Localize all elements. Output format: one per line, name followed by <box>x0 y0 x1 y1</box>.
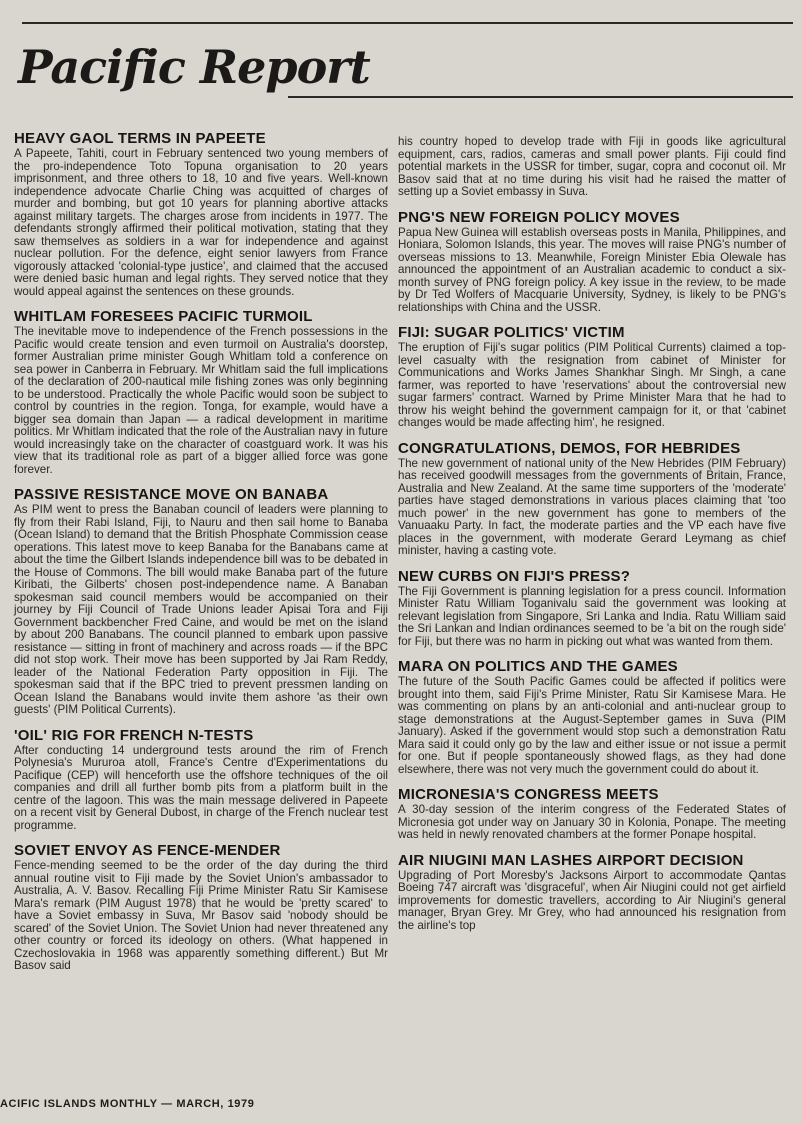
article-headline: FIJI: SUGAR POLITICS' VICTIM <box>398 324 625 341</box>
article <box>4 727 388 833</box>
article-headline: MARA ON POLITICS AND THE GAMES <box>398 658 678 675</box>
article-headline: AIR NIUGINI MAN LASHES AIRPORT DECISION <box>398 851 744 869</box>
masthead-title: Pacific Report <box>18 40 370 94</box>
article <box>398 658 786 776</box>
article <box>398 324 786 430</box>
article <box>398 852 786 933</box>
article-headline: NEW CURBS ON FIJI'S PRESS? <box>398 567 631 585</box>
right-column <box>398 136 786 942</box>
article-headline: HEAVY GAOL TERMS IN PAPEETE <box>14 130 266 147</box>
article <box>398 440 786 558</box>
article <box>398 568 786 649</box>
article-headline: SOVIET ENVOY AS FENCE-MENDER <box>14 842 281 859</box>
article <box>398 786 786 842</box>
article-headline: CONGRATULATIONS, DEMOS, FOR HEBRIDES <box>398 439 741 457</box>
article-body: The Fiji Government is planning legislation for a press council. Information Minister Ratu William Toganivalu said the government was looking at relevant legislation from Singapore, Sri Lanka and India. Ratu William said the Sri Lankan and Indian ordinances seemed to be 'a bit on the rough side' for Fiji, but there was no harm in picking out what was wanted from them. <box>398 584 786 648</box>
article-headline: WHITLAM FORESEES PACIFIC TURMOIL <box>14 308 313 325</box>
article-body: Fence-mending seemed to be the order of the day during the third annual routine visit to Fiji made by the Soviet Union's ambassador to Australia, A. V. Basov. Recalling Fiji Prime Minister Ratu Sir Kamisese Mara's remark (PIM August 1978) that he would be 'pretty scared' to have a Soviet embassy in Suva, Mr Basov said 'nobody should be scared' of the Soviet Union. The Soviet Union had never threatened any other country or forced its ideology on others. (What happened in Czechoslovakia in 1968 was apparently something different.) But Mr Basov said <box>14 859 388 972</box>
top-rule <box>22 22 793 24</box>
article-headline: 'OIL' RIG FOR FRENCH N-TESTS <box>14 726 254 744</box>
article <box>4 486 388 717</box>
left-column <box>4 130 388 983</box>
article-body: Upgrading of Port Moresby's Jacksons Airport to accommodate Qantas Boeing 747 aircraft was 'disgraceful', when Air Niugini could not get airfield improvements for domestic travellers, according to Air Niugini's general manager, Bryan Grey. Mr Grey, who had announced his resignation from the airline's top <box>398 868 786 932</box>
article-body: The future of the South Pacific Games could be affected if politics were brought into them, said Fiji's Prime Minister, Ratu Sir Kamisese Mara. He was commenting on plans by an anti-colonial and anti-nuclear group to stage demonstrations at the August-September games in Suva (PIM January). Asked if the government would stop such a demonstration Ratu Mara said it could only go by the law and either issue or not issue a permit for one. But if people spontaneously showed flags, as they had done elsewhere, there was not very much the government could do about it. <box>398 675 786 776</box>
article <box>398 209 786 315</box>
article-body: A 30-day session of the interim congress of the Federated States of Micronesia got under way on January 30 in Kolonia, Ponape. The meeting was held in newly renovated chambers at the former Ponape hospital. <box>398 803 786 841</box>
article-body: his country hoped to develop trade with Fiji in goods like agricultural equipment, cars, radios, cameras and small power plants. Fiji could find potential markets in the USSR for timber, sugar, copra and coconut oil. Mr Basov said that at no time during his visit had he raised the matter of setting up a Soviet embassy in Suva. <box>398 135 786 198</box>
article-body: The eruption of Fiji's sugar politics (PIM Political Currents) claimed a top-level casualty with the resignation from cabinet of Minister for Communications and Works James Shankhar Singh. Mr Singh, a cane farmer, was reported to have 'reservations' about the controversial new sugar farmers' contract. Warned by Prime Minister Mara that he had to throw his weight behind the government campaign for it, or that 'cabinet changes would be made affecting him', he resigned. <box>398 341 786 429</box>
article <box>4 130 388 298</box>
page-footer: ACIFIC ISLANDS MONTHLY — MARCH, 1979 <box>0 1098 255 1110</box>
article-headline: PNG'S NEW FOREIGN POLICY MOVES <box>398 208 680 226</box>
article <box>4 842 388 973</box>
article-headline: MICRONESIA'S CONGRESS MEETS <box>398 786 659 803</box>
article-headline: PASSIVE RESISTANCE MOVE ON BANABA <box>14 486 329 503</box>
article-body: The inevitable move to independence of the French possessions in the Pacific would create tension and even turmoil on Australia's doorstep, former Australian prime minister Gough Whitlam told a conference on sea power in Canberra in February. Mr Whitlam said the full implications of the declaration of 200-nautical mile fishing zones was only beginning to be understood. Practically the whole Pacific would soon be subject to control by countries in the region. Tonga, for example, would have a bigger sea domain than Japan — a radical development in maritime politics. Mr Whitlam indicated that the role of the Australian navy in future would increasingly take on the character of coastguard work. It was his view that its traditional role as part of a bigger allied force was gone forever. <box>14 325 388 476</box>
masthead-rule <box>288 96 793 98</box>
article-body: Papua New Guinea will establish overseas posts in Manila, Philippines, and Honiara, Solomon Islands, this year. The moves will raise PNG's number of overseas missions to 13. Meanwhile, Foreign Minister Ebia Olewale has announced the appointment of an Australian academic to conduct a six-month survey of PNG foreign policy. A key issue in the review, to be made by Dr Ted Wolfers of Macquarie University, Sydney, is likely to be PNG's relationships with China and the USSR. <box>398 225 786 314</box>
article-body: As PIM went to press the Banaban council of leaders were planning to fly from their Rabi Island, Fiji, to Nauru and then sail home to Banaba (Ocean Island) to demand that the British Phosphate Commission cease operations. This latest move to keep Banaba for the Banabans came at about the time the Gilbert Islands independence bill was to be debated in the House of Commons. The bill would make Banaba part of the future Kiribati, the Gilberts' chosen post-independence name. A Banaban spokesman said council members would be accompanied on their journey by Fiji Council of Trade Unions leader Apisai Tora and Fiji Government backbencher Fred Caine, and would be met on the island by about 200 Banabans. The council planned to embark upon passive resistance — sitting in front of machinery and across roads — if the BPC did not stop work. Their move has been supported by Jai Ram Reddy, leader of the National Federation Party opposition in Fiji. The spokesman said that if the BPC tried to prevent pressmen landing on Ocean Island the Banabans would invite them ashore 'as their own guests' (PIM Political Currents). <box>14 503 388 716</box>
article <box>4 308 388 476</box>
article-body: A Papeete, Tahiti, court in February sentenced two young members of the pro-independence Toto Topuna organisation to 20 years imprisonment, and three others to 18, 10 and five years. Well-known independence advocate Charlie Ching was acquitted of charges of murder and bombing, but got 10 years for planning abortive attacks against military targets. The charges arose from incidents in 1977. The defendants strongly affirmed their political motivation, stating that they saw themselves as soldiers in a war for independence and against nuclear pollution. For the defence, eight senior lawyers from France vigorously attacked 'colonial-type justice', and claimed that the accused were denied basic human and legal rights. They served notice that they would appeal against the sentences on these grounds. <box>14 147 388 298</box>
article-body: After conducting 14 underground tests around the rim of French Polynesia's Mururoa atoll, France's Centre d'Experimentations du Pacifique (CEP) will henceforth use the offshore techniques of the oil companies and drill all further bomb pits from a platform built in the centre of the lagoon. This was the main message delivered in Papeete on a recent visit by General Dubost, in charge of the French nuclear test programme. <box>14 743 388 832</box>
article-continued <box>398 136 786 199</box>
article-body: The new government of national unity of the New Hebrides (PIM February) has received goodwill messages from the governments of Britain, France, Australia and New Zealand. At the same time supporters of the 'moderate' parties have staged demonstrations in various places claiming that 'too much power' in the new government has gone to members of the Vanuaaku Party. In fact, the moderate parties and the VP each have five places in the government, with moderate Gerard Leymang as chief minister, having a casting vote. <box>398 456 786 557</box>
